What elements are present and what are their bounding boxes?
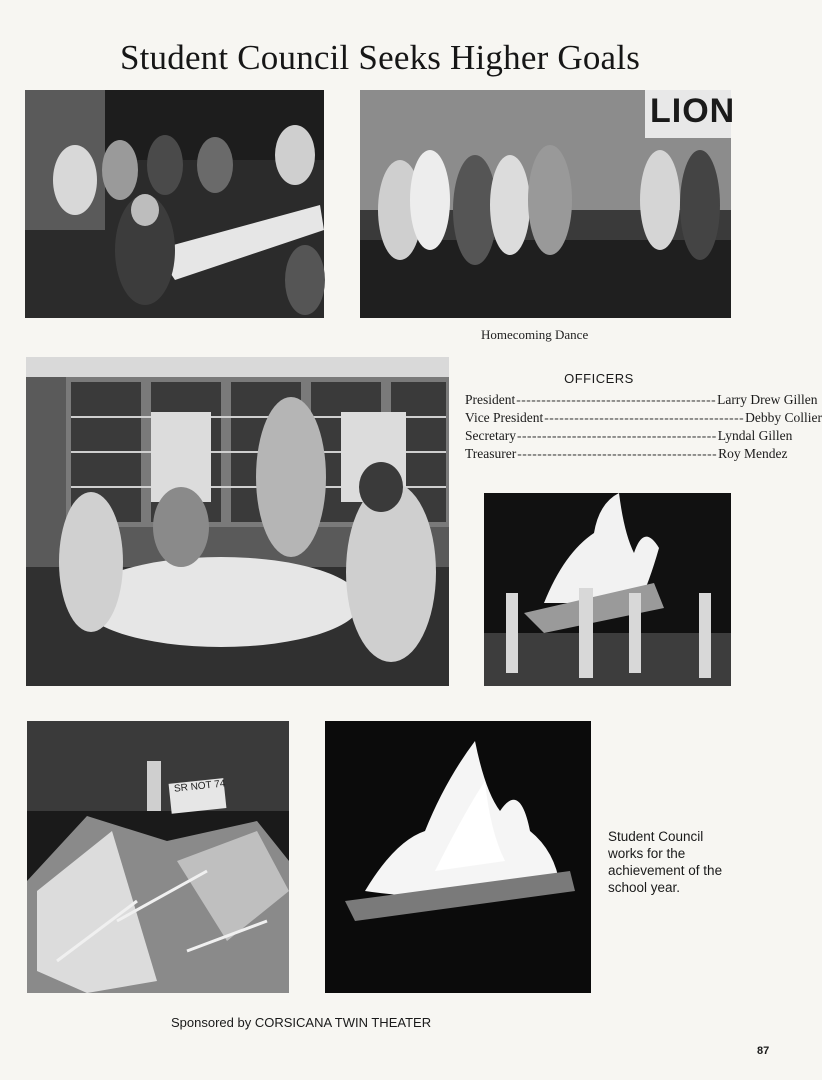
photo-debris-pile <box>27 721 289 993</box>
dot-leader: ---------------------------------------- <box>516 392 717 407</box>
officer-name: Debby Collier <box>745 410 822 425</box>
photo-sign-text: SR NOT 74 <box>173 778 226 795</box>
officer-name: Roy Mendez <box>718 446 788 461</box>
officers-heading: OFFICERS <box>564 371 634 386</box>
officers-list <box>465 371 822 464</box>
photo-library-table <box>26 357 449 686</box>
photo-council-meeting <box>25 90 324 318</box>
photo-banner-text: LION <box>650 92 736 130</box>
officer-role: Treasurer <box>465 446 517 461</box>
officer-name: Larry Drew Gillen <box>717 392 818 407</box>
officer-role: Secretary <box>465 428 516 443</box>
dot-leader: ---------------------------------------- <box>517 446 718 461</box>
officer-row <box>465 410 822 428</box>
sponsor-line: Sponsored by CORSICANA TWIN THEATER <box>171 1015 432 1030</box>
caption-homecoming: Homecoming Dance <box>481 327 589 342</box>
page-title: Student Council Seeks Higher Goals <box>119 38 641 77</box>
caption-line: achievement of the <box>608 863 723 878</box>
side-caption <box>608 828 758 896</box>
officer-role: President <box>465 392 516 407</box>
officer-row <box>465 392 818 410</box>
caption-line: Student Council <box>608 829 704 844</box>
page-number: 87 <box>757 1045 770 1057</box>
photo-bonfire-dancers <box>484 493 731 686</box>
officer-row <box>465 428 793 446</box>
officer-name: Lyndal Gillen <box>717 428 793 443</box>
officer-row <box>465 446 788 464</box>
officer-role: Vice President <box>465 410 544 425</box>
caption-line: works for the <box>608 846 686 861</box>
caption-line: school year. <box>608 880 681 895</box>
dot-leader: ---------------------------------------- <box>544 410 745 425</box>
photo-bonfire <box>325 721 591 993</box>
dot-leader: ---------------------------------------- <box>516 428 717 443</box>
photo-homecoming-dance <box>360 90 736 318</box>
